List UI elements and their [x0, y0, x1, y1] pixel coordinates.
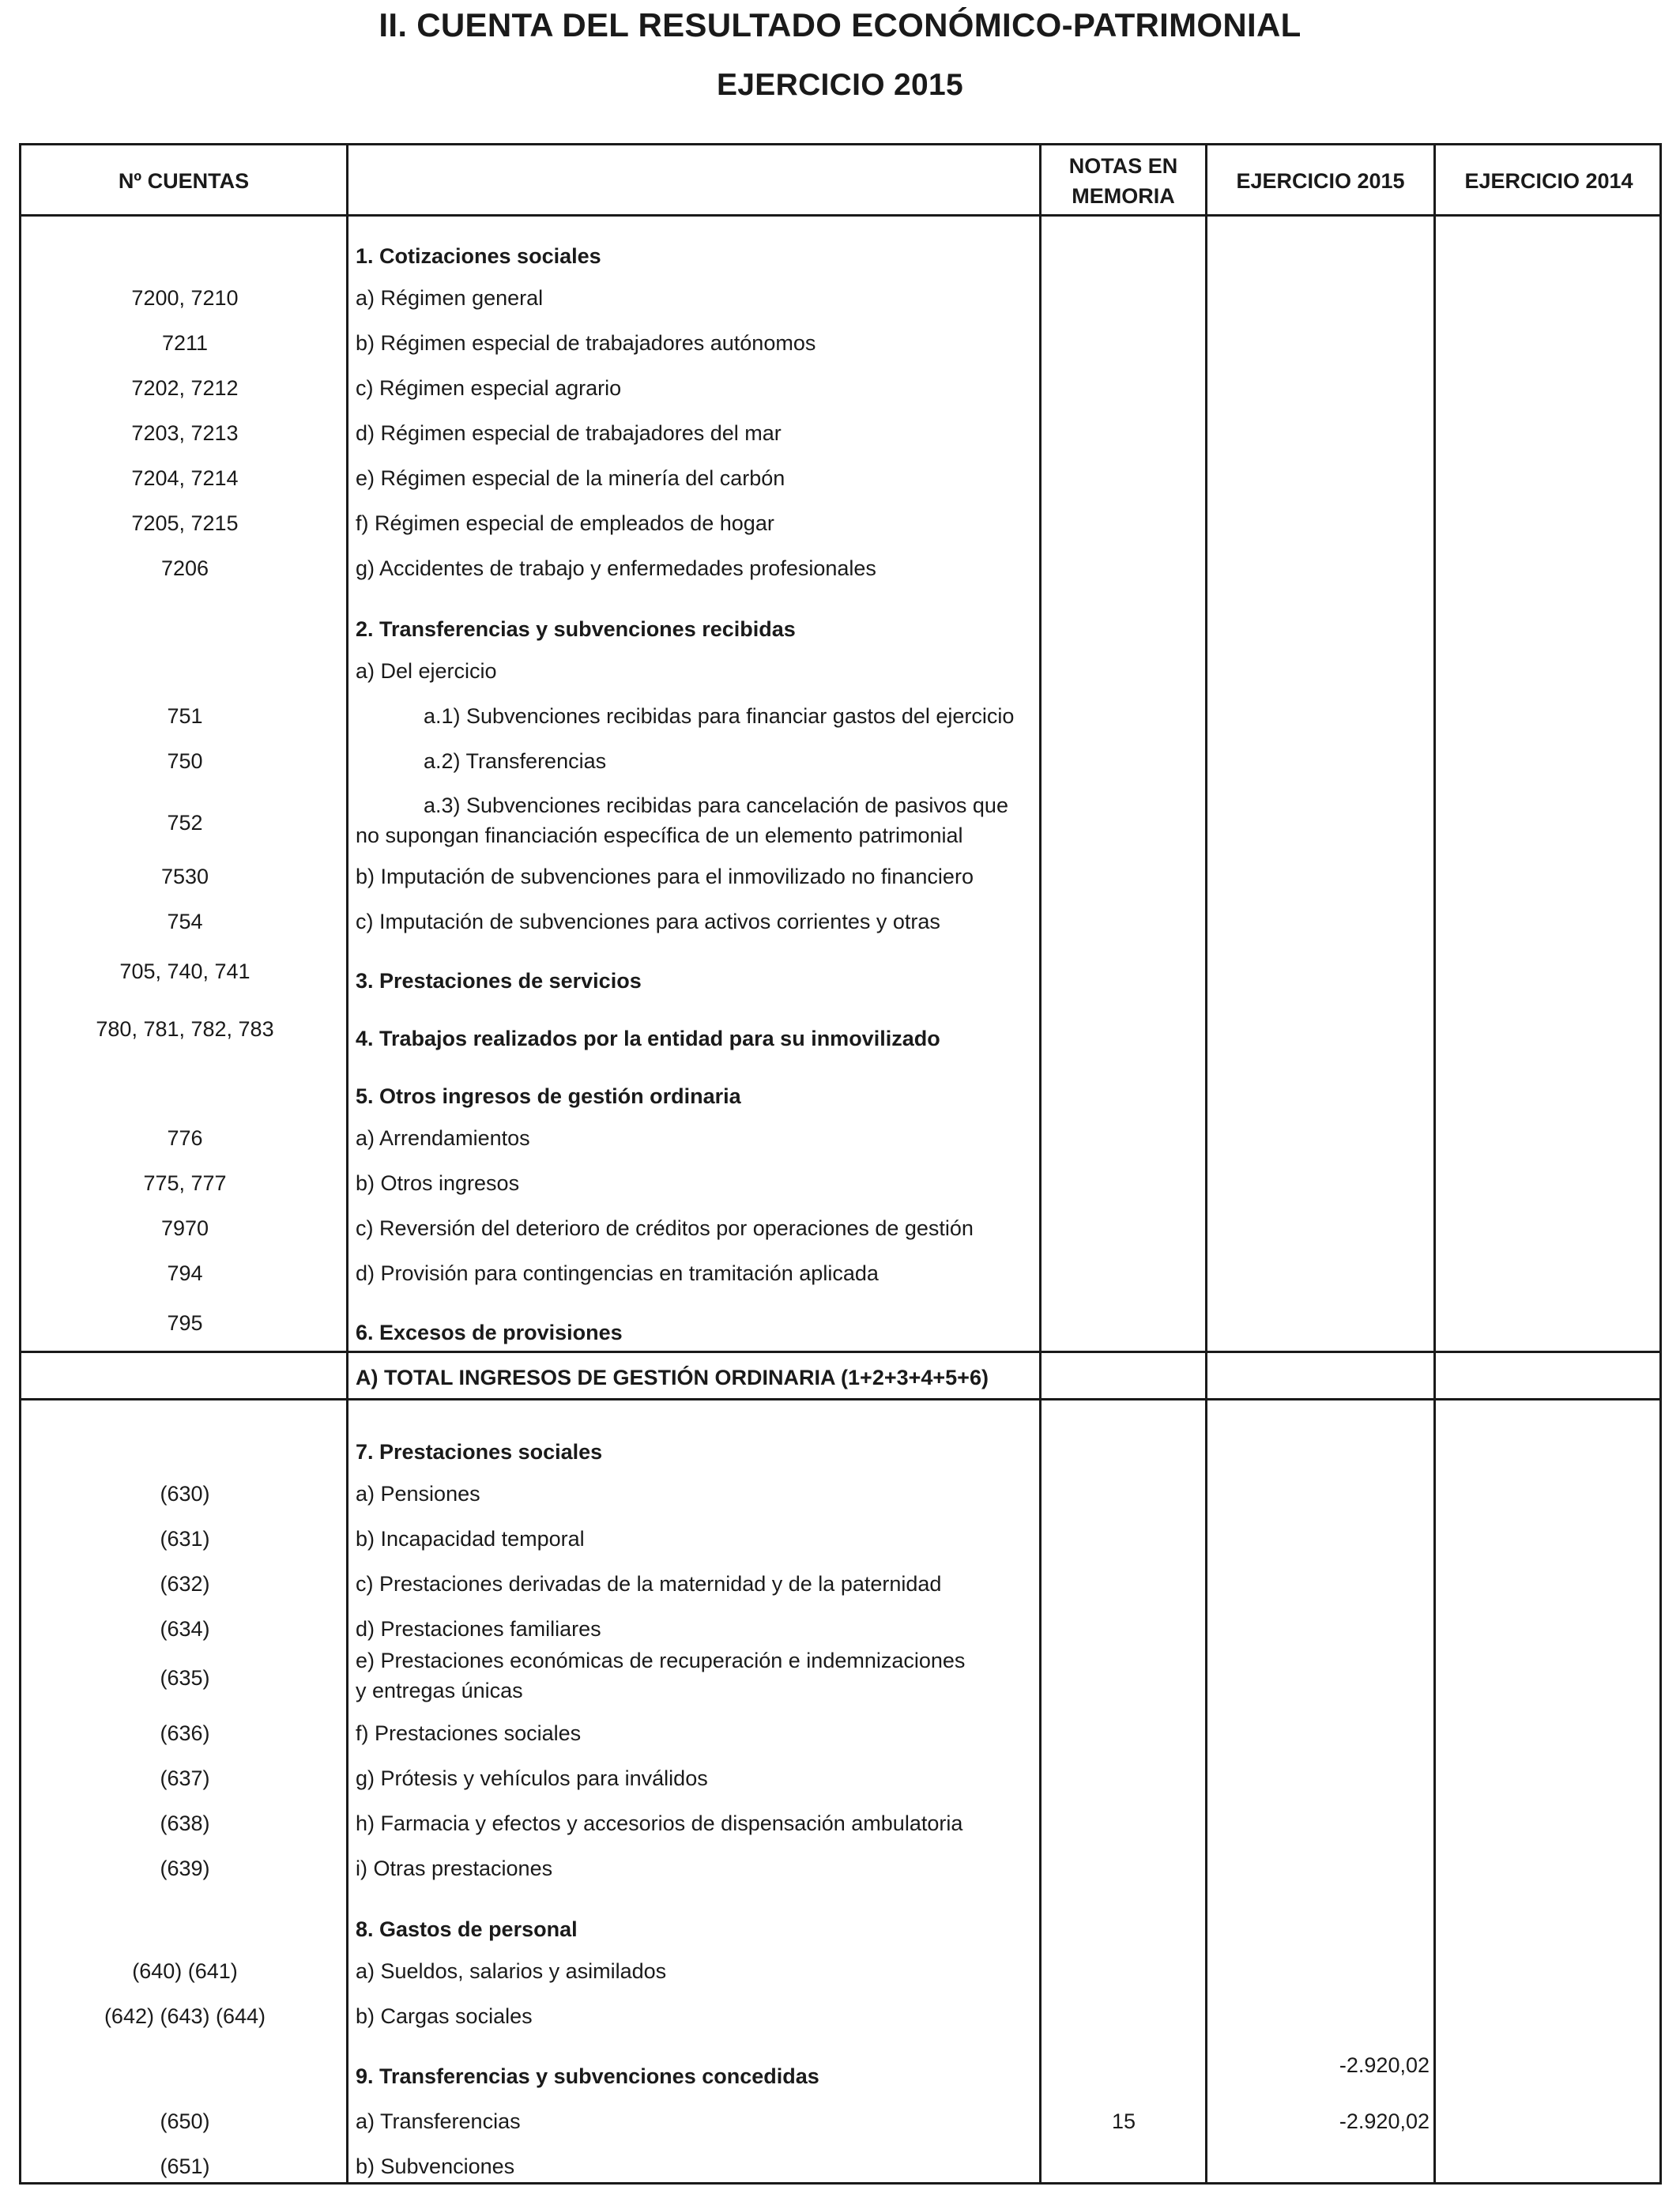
account-codes: 705, 740, 741 [119, 959, 250, 983]
account-codes: (642) (643) (644) [104, 2004, 266, 2028]
account-codes: (636) [160, 1721, 210, 1745]
line-item-label: c) Prestaciones derivadas de la maternidad y de la paternidad [356, 1572, 942, 1596]
account-codes: 794 [167, 1261, 203, 1285]
account-codes: (630) [160, 1482, 210, 1506]
account-codes: (639) [160, 1857, 210, 1880]
section-heading: 8. Gastos de personal [356, 1917, 578, 1941]
column-divider [1205, 143, 1207, 2185]
column-divider [1433, 143, 1436, 2185]
account-codes: 752 [167, 811, 203, 835]
account-codes: 7206 [160, 556, 209, 580]
line-item-label-continuation: y entregas únicas [356, 1679, 523, 1702]
account-codes: (637) [160, 1766, 210, 1790]
section-heading: 4. Trabajos realizados por la entidad para su inmovilizado [356, 1027, 940, 1050]
total-row-bottom-border [19, 1398, 1662, 1400]
section-heading: 6. Excesos de provisiones [356, 1321, 623, 1344]
line-item-label: b) Subvenciones [356, 2154, 515, 2178]
line-item-label: i) Otras prestaciones [356, 1857, 553, 1880]
column-divider [1039, 143, 1042, 2185]
line-item-label: c) Régimen especial agrario [356, 376, 622, 400]
account-codes: 7530 [160, 865, 209, 888]
line-item-label: f) Prestaciones sociales [356, 1721, 582, 1745]
line-item-label: f) Régimen especial de empleados de hogar [356, 511, 774, 535]
account-codes: (631) [160, 1527, 210, 1551]
account-codes: (634) [160, 1617, 210, 1641]
account-codes: 751 [167, 704, 203, 728]
total-row-label: A) TOTAL INGRESOS DE GESTIÓN ORDINARIA (1+2+3+4+5+6) [356, 1366, 989, 1389]
line-item-label: b) Régimen especial de trabajadores autónomos [356, 331, 816, 355]
line-item-label: d) Régimen especial de trabajadores del mar [356, 421, 782, 445]
line-item-label: c) Reversión del deterioro de créditos por operaciones de gestión [356, 1216, 974, 1240]
account-codes: (638) [160, 1811, 210, 1835]
page-title: II. CUENTA DEL RESULTADO ECONÓMICO-PATRIMONIAL [379, 6, 1301, 43]
section-heading: 9. Transferencias y subvenciones concedidas [356, 2064, 819, 2088]
line-item-label-continuation: no supongan financiación específica de un elemento patrimonial [356, 824, 963, 847]
account-codes: 754 [167, 910, 203, 933]
section-heading: 5. Otros ingresos de gestión ordinaria [356, 1084, 741, 1108]
line-item-label: a) Arrendamientos [356, 1126, 530, 1150]
line-item-label: g) Prótesis y vehículos para inválidos [356, 1766, 708, 1790]
account-codes: 775, 777 [143, 1171, 227, 1195]
amount-ejercicio-2015: -2.920,02 [1339, 2109, 1430, 2133]
account-codes: 750 [167, 749, 203, 773]
line-item-label: b) Otros ingresos [356, 1171, 520, 1195]
account-codes: 7211 [161, 331, 209, 355]
line-item-label: e) Régimen especial de la minería del carbón [356, 466, 785, 490]
account-codes: 7202, 7212 [131, 376, 239, 400]
line-item-label: a) Transferencias [356, 2109, 521, 2133]
header-notes-line2: MEMORIA [1072, 184, 1175, 208]
account-codes: 7203, 7213 [131, 421, 239, 445]
header-notes [1042, 145, 1205, 217]
line-item-label: b) Imputación de subvenciones para el inmovilizado no financiero [356, 865, 974, 888]
account-codes: (650) [160, 2109, 210, 2133]
line-item-label: h) Farmacia y efectos y accesorios de dispensación ambulatoria [356, 1811, 963, 1835]
header-accounts: Nº CUENTAS [118, 169, 250, 193]
notes-reference: 15 [1111, 2109, 1136, 2133]
line-item-label: d) Provisión para contingencias en tramitación aplicada [356, 1261, 879, 1285]
account-codes: 7204, 7214 [131, 466, 239, 490]
section-heading: 7. Prestaciones sociales [356, 1440, 603, 1464]
line-item-label: c) Imputación de subvenciones para activos corrientes y otras [356, 910, 940, 933]
line-item-label: a) Del ejercicio [356, 659, 497, 683]
header-notes-line1: NOTAS EN [1068, 154, 1178, 178]
line-item-label: a) Sueldos, salarios y asimilados [356, 1959, 667, 1983]
line-item-label: b) Cargas sociales [356, 2004, 533, 2028]
account-codes: 7205, 7215 [131, 511, 239, 535]
section-heading: 2. Transferencias y subvenciones recibidas [356, 617, 796, 641]
line-item-label: a.3) Subvenciones recibidas para cancelación de pasivos que [424, 794, 1008, 817]
line-item-label: a.2) Transferencias [424, 749, 607, 773]
header-ejercicio-2014: EJERCICIO 2014 [1464, 169, 1633, 193]
account-codes: (640) (641) [132, 1959, 238, 1983]
account-codes: 795 [167, 1311, 203, 1335]
account-codes: (632) [160, 1572, 210, 1596]
section-heading: 1. Cotizaciones sociales [356, 244, 601, 268]
line-item-label: e) Prestaciones económicas de recuperación e indemnizaciones [356, 1649, 966, 1672]
section-heading: 3. Prestaciones de servicios [356, 969, 642, 993]
line-item-label: a) Pensiones [356, 1482, 480, 1506]
account-codes: 776 [167, 1126, 203, 1150]
line-item-label: g) Accidentes de trabajo y enfermedades profesionales [356, 556, 876, 580]
page-subtitle: EJERCICIO 2015 [716, 68, 963, 102]
line-item-label: a) Régimen general [356, 286, 544, 310]
line-item-label: d) Prestaciones familiares [356, 1617, 601, 1641]
total-row-top-border [19, 1351, 1662, 1353]
header-ejercicio-2015: EJERCICIO 2015 [1236, 169, 1405, 193]
header-description [348, 145, 1039, 217]
account-codes: 780, 781, 782, 783 [96, 1017, 274, 1041]
account-codes: (651) [160, 2154, 210, 2178]
account-codes: 7970 [160, 1216, 209, 1240]
account-codes: 7200, 7210 [131, 286, 239, 310]
account-codes: (635) [160, 1666, 210, 1690]
amount-ejercicio-2015: -2.920,02 [1339, 2053, 1430, 2077]
line-item-label: b) Incapacidad temporal [356, 1527, 585, 1551]
line-item-label: a.1) Subvenciones recibidas para financiar gastos del ejercicio [424, 704, 1015, 728]
